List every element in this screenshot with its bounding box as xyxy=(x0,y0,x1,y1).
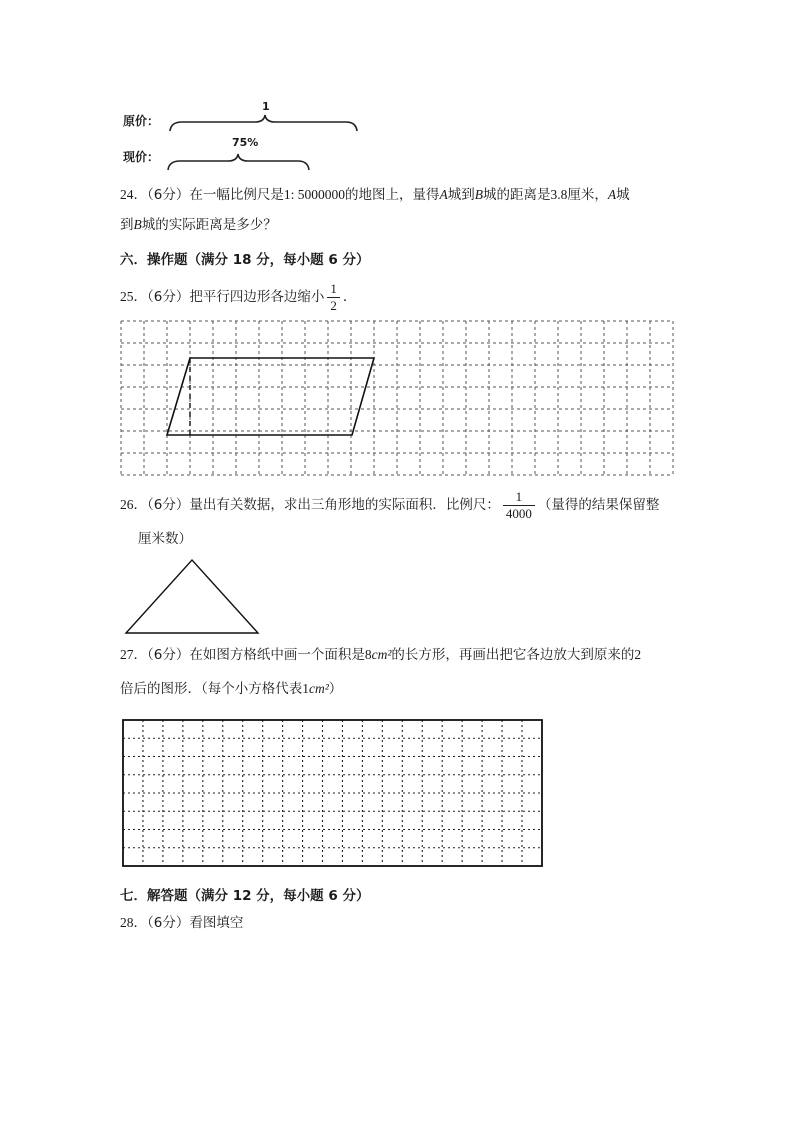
question-number: 24． xyxy=(120,187,147,202)
current-price-label: 现价： xyxy=(123,150,160,164)
section-6-title: 六．操作题（满分 18 分，每小题 6 分） xyxy=(120,252,370,268)
fraction-half: $\frac{1}{2}$ xyxy=(327,281,340,314)
scale-factor: 2 xyxy=(634,647,642,662)
map-distance: 3.8 xyxy=(550,187,568,202)
original-price-value: 1 xyxy=(262,100,270,113)
question-25: 25．（6分）把平行四边形各边缩小 $\frac{1}{2}$ ． xyxy=(120,280,357,313)
original-price-label: 原价： xyxy=(123,114,160,128)
current-price-value: 75% xyxy=(232,136,259,149)
area-value: 8 xyxy=(364,647,372,662)
map-scale: 1: 5000000 xyxy=(283,187,345,202)
question-27-line-2: 倍后的图形．（每个小方格代表1cm²） xyxy=(120,681,343,697)
section-7-title: 七．解答题（满分 12 分，每小题 6 分） xyxy=(120,888,370,904)
city-b: B xyxy=(474,187,483,202)
question-26-line-2: 厘米数） xyxy=(138,531,192,547)
question-24-line-1: 24．（6分）在一幅比例尺是1: 5000000的地图上，量得A城到B城的距离是3.8厘米，A城 xyxy=(120,187,630,203)
question-24-line-2: 到B城的实际距离是多少？ xyxy=(120,217,277,233)
question-score: （6分） xyxy=(147,187,190,203)
city-a: A xyxy=(439,187,448,202)
question-26-line-1: 26．（6分）量出有关数据，求出三角形地的实际面积．比例尺： $\frac{1}{4000}$ （量得的结果保留整 xyxy=(120,488,660,521)
scale-fraction: $\frac{1}{4000}$ xyxy=(503,489,535,522)
question-27-line-1: 27．（6分）在如图方格纸中画一个面积是8cm²的长方形，再画出把它各边放大到原来的2 xyxy=(120,647,642,663)
question-28: 28．（6分）看图填空 xyxy=(120,915,244,931)
